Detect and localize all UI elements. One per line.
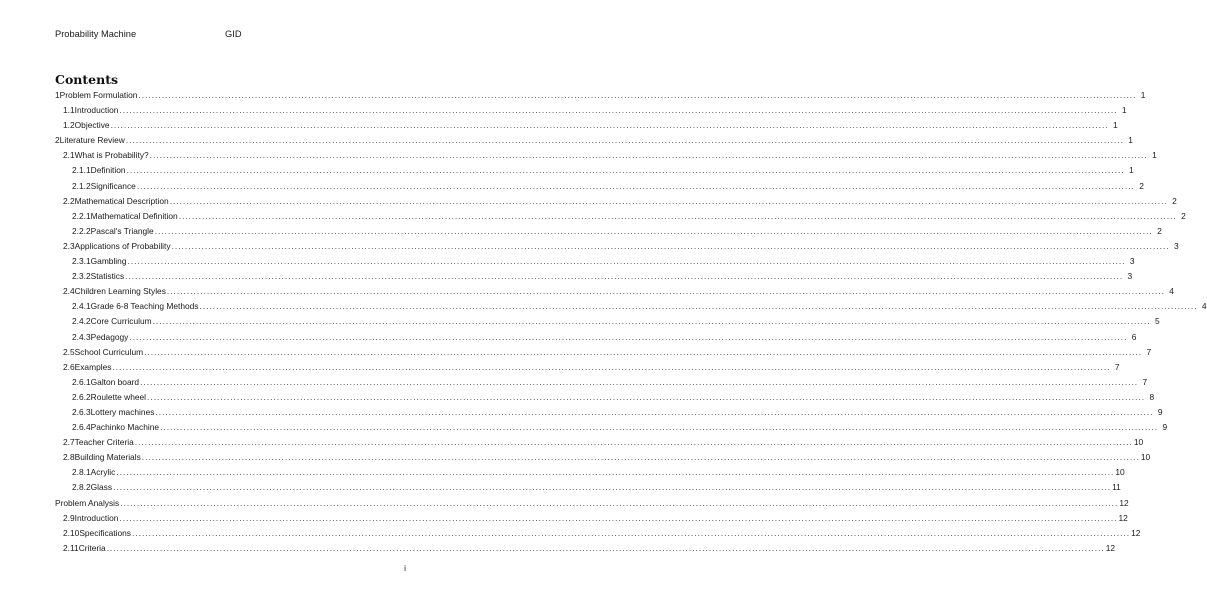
toc-entry-page: 2: [1157, 225, 1162, 236]
toc-dot-leader: ............................................................................................................................................................................................................................................................................................................: [125, 271, 1124, 282]
toc-entry-page: 1: [1128, 165, 1134, 176]
toc-entry-page: 9: [1157, 406, 1163, 417]
toc-entry-number: 2.7: [63, 437, 75, 448]
toc-dot-leader: ............................................................................................................................................................................................................................................................................................................: [120, 497, 1119, 508]
toc-entry-number: 2.11: [63, 542, 79, 553]
toc-entry-label: Teacher Criteria: [74, 437, 134, 448]
toc-entry-page: 7: [1146, 346, 1152, 357]
toc-entry-number: 2.2: [63, 195, 75, 206]
toc-entry[interactable]: [55, 179, 1144, 194]
toc-entry-number: 1: [55, 90, 60, 100]
toc-entry-number: 2.8.1: [72, 467, 91, 478]
toc-entry[interactable]: [55, 163, 1134, 178]
toc-entry-label: Examples: [74, 361, 112, 372]
toc-entry-page: 5: [1155, 316, 1160, 327]
toc-entry-number: 2.1.2: [72, 180, 91, 191]
toc-entry[interactable]: [55, 405, 1163, 420]
toc-dot-leader: ............................................................................................................................................................................................................................................................................................................: [119, 512, 1118, 523]
toc-entry-label: Applications of Probability: [74, 240, 171, 251]
toc-dot-leader: ............................................................................................................................................................................................................................................................................................................: [178, 210, 1177, 221]
toc-entry-page: 2: [1172, 195, 1177, 206]
table-of-contents: [55, 88, 1207, 556]
toc-entry-page: 12: [1105, 542, 1116, 553]
toc-entry-number: 2.4.1: [72, 301, 91, 312]
toc-entry-number: 2.4: [63, 286, 75, 297]
toc-entry-page: 6: [1131, 331, 1137, 342]
toc-entry-label: Pachinko Machine: [90, 422, 160, 433]
toc-entry-page: 7: [1142, 376, 1148, 387]
toc-dot-leader: ............................................................................................................................................................................................................................................................................................................: [149, 150, 1148, 161]
toc-entry[interactable]: [55, 511, 1128, 526]
toc-entry-label: Definition: [90, 165, 126, 176]
toc-dot-leader: ............................................................................................................................................................................................................................................................................................................: [152, 316, 1151, 327]
toc-dot-leader: ............................................................................................................................................................................................................................................................................................................: [140, 376, 1139, 387]
toc-entry-number: 2.6.4: [72, 422, 91, 433]
toc-entry-number: 2.9: [63, 512, 75, 523]
toc-entry[interactable]: [55, 88, 1146, 103]
toc-entry-page: 4: [1169, 286, 1174, 297]
toc-entry-number: 2.6.1: [72, 376, 91, 387]
toc-dot-leader: ............................................................................................................................................................................................................................................................................................................: [155, 406, 1154, 417]
toc-entry-label: Mathematical Description: [74, 195, 169, 206]
toc-entry-label: School Curriculum: [74, 346, 144, 357]
toc-dot-leader: ............................................................................................................................................................................................................................................................................................................: [147, 391, 1146, 402]
toc-entry-number: 2.3.2: [72, 271, 91, 282]
toc-entry-page: 11: [1112, 482, 1121, 493]
toc-entry-label: Gambling: [90, 256, 127, 267]
toc-entry-label: Pascal's Triangle: [90, 225, 154, 236]
toc-entry-label: Criteria: [78, 542, 106, 553]
toc-entry-number: 2.4.2: [72, 316, 91, 327]
toc-entry-number: 2.8.2: [72, 482, 91, 493]
toc-entry-number: 2.6: [63, 361, 75, 372]
toc-entry-number: 2.3.1: [72, 256, 91, 267]
toc-entry[interactable]: [55, 254, 1135, 269]
toc-entry-page: 10: [1133, 437, 1144, 448]
toc-entry-page: 1: [1112, 120, 1118, 131]
toc-entry[interactable]: [55, 496, 1129, 511]
toc-entry-page: 1: [1140, 90, 1146, 100]
toc-entry-page: 8: [1149, 391, 1155, 402]
toc-entry[interactable]: [55, 148, 1157, 163]
toc-dot-leader: ............................................................................................................................................................................................................................................................................................................: [166, 286, 1165, 297]
toc-dot-leader: ............................................................................................................................................................................................................................................................................................................: [126, 165, 1125, 176]
toc-entry-label: Problem Analysis: [55, 497, 120, 508]
toc-entry-page: 1: [1152, 150, 1157, 161]
toc-entry[interactable]: [55, 330, 1137, 345]
toc-entry-page: 12: [1119, 497, 1129, 508]
toc-dot-leader: ............................................................................................................................................................................................................................................................................................................: [110, 120, 1109, 131]
toc-entry-label: Significance: [90, 180, 136, 191]
toc-entry[interactable]: [55, 526, 1141, 541]
toc-entry-number: 2: [55, 135, 60, 146]
toc-entry-page: 7: [1114, 361, 1120, 372]
toc-dot-leader: ............................................................................................................................................................................................................................................................................................................: [125, 135, 1124, 146]
toc-entry-page: 12: [1118, 512, 1128, 523]
toc-dot-leader: ............................................................................................................................................................................................................................................................................................................: [199, 301, 1198, 312]
toc-entry[interactable]: [55, 118, 1118, 133]
toc-entry-number: 2.1.1: [72, 165, 91, 176]
toc-dot-leader: ............................................................................................................................................................................................................................................................................................................: [160, 422, 1159, 433]
toc-entry-number: 2.1: [63, 150, 75, 161]
toc-dot-leader: ............................................................................................................................................................................................................................................................................................................: [144, 346, 1143, 357]
toc-entry[interactable]: [55, 209, 1186, 224]
toc-entry-number: 2.3: [63, 240, 75, 251]
toc-entry[interactable]: [55, 465, 1125, 480]
toc-entry-label: Building Materials: [74, 452, 141, 463]
toc-entry[interactable]: [55, 435, 1144, 450]
toc-entry-number: 2.10: [63, 527, 80, 538]
toc-dot-leader: ............................................................................................................................................................................................................................................................................................................: [134, 437, 1133, 448]
toc-entry-number: 2.5: [63, 346, 75, 357]
toc-entry-label: Children Learning Styles: [74, 286, 166, 297]
toc-entry-label: Introduction: [74, 105, 119, 116]
toc-entry-label: Acrylic: [90, 467, 116, 478]
toc-entry[interactable]: [55, 103, 1127, 118]
toc-entry-page: 10: [1140, 452, 1151, 463]
toc-dot-leader: ............................................................................................................................................................................................................................................................................................................: [169, 195, 1168, 206]
toc-entry[interactable]: [55, 480, 1121, 495]
toc-dot-leader: ............................................................................................................................................................................................................................................................................................................: [154, 225, 1153, 236]
toc-dot-leader: ............................................................................................................................................................................................................................................................................................................: [129, 331, 1128, 342]
toc-dot-leader: ............................................................................................................................................................................................................................................................................................................: [138, 90, 1137, 100]
toc-entry-label: Pedagogy: [90, 331, 129, 342]
toc-entry[interactable]: [55, 194, 1177, 209]
toc-dot-leader: ............................................................................................................................................................................................................................................................................................................: [127, 256, 1126, 267]
toc-entry-number: 2.2.1: [72, 210, 91, 221]
toc-entry[interactable]: [55, 390, 1155, 405]
toc-entry-label: Glass: [90, 482, 113, 493]
toc-entry-label: Specifications: [79, 527, 131, 538]
group-id: GID: [225, 29, 242, 39]
toc-entry[interactable]: [55, 284, 1174, 299]
toc-entry-page: 3: [1129, 256, 1135, 267]
toc-entry[interactable]: [55, 239, 1179, 254]
toc-dot-leader: ............................................................................................................................................................................................................................................................................................................: [116, 467, 1115, 478]
toc-dot-leader: ............................................................................................................................................................................................................................................................................................................: [141, 452, 1140, 463]
page-number: i: [404, 563, 406, 573]
toc-entry-number: 2.6.2: [72, 391, 91, 402]
toc-dot-leader: ............................................................................................................................................................................................................................................................................................................: [106, 542, 1105, 553]
toc-entry-label: Galton board: [90, 376, 140, 387]
toc-dot-leader: ............................................................................................................................................................................................................................................................................................................: [136, 180, 1135, 191]
toc-entry-label: Problem Formulation: [59, 90, 138, 100]
toc-entry[interactable]: [55, 541, 1116, 556]
toc-dot-leader: ............................................................................................................................................................................................................................................................................................................: [119, 105, 1118, 116]
toc-entry-page: 2: [1139, 180, 1144, 191]
toc-entry-label: Grade 6-8 Teaching Methods: [90, 301, 199, 312]
toc-entry[interactable]: [55, 133, 1133, 148]
toc-dot-leader: ............................................................................................................................................................................................................................................................................................................: [132, 527, 1131, 538]
toc-entry-page: 12: [1131, 527, 1141, 538]
toc-entry-label: Introduction: [74, 512, 119, 523]
toc-entry-number: 1.1: [63, 105, 75, 116]
toc-entry-number: 2.6.3: [72, 406, 91, 417]
toc-entry-page: 4: [1201, 301, 1207, 312]
toc-dot-leader: ............................................................................................................................................................................................................................................................................................................: [113, 482, 1112, 493]
toc-entry-page: 1: [1121, 105, 1127, 116]
contents-heading: Contents: [55, 72, 119, 87]
toc-entry[interactable]: [55, 224, 1162, 239]
toc-entry-number: 2.8: [63, 452, 75, 463]
toc-entry-label: Objective: [74, 120, 110, 131]
toc-entry[interactable]: [55, 269, 1133, 284]
toc-entry[interactable]: [55, 450, 1151, 465]
toc-entry-label: Statistics: [90, 271, 125, 282]
toc-entry-label: Literature Review: [59, 135, 125, 146]
toc-entry[interactable]: [55, 314, 1160, 329]
toc-entry-page: 10: [1115, 467, 1125, 478]
toc-entry[interactable]: [55, 420, 1168, 435]
toc-entry[interactable]: [55, 345, 1152, 360]
toc-entry-label: Roulette wheel: [90, 391, 147, 402]
toc-dot-leader: ............................................................................................................................................................................................................................................................................................................: [112, 361, 1111, 372]
toc-entry-page: 2: [1181, 210, 1186, 221]
toc-entry-label: Core Curriculum: [90, 316, 152, 327]
toc-entry-page: 3: [1173, 240, 1179, 251]
toc-entry-label: Mathematical Definition: [90, 210, 178, 221]
toc-entry-number: 2.2.2: [72, 225, 91, 236]
toc-entry-label: What is Probability?: [74, 150, 149, 161]
toc-entry-page: 3: [1127, 271, 1133, 282]
document-title: Probability Machine: [55, 29, 137, 39]
toc-entry-page: 9: [1162, 422, 1168, 433]
toc-entry-number: 2.4.3: [72, 331, 91, 342]
toc-entry-number: 1.2: [63, 120, 75, 131]
toc-entry-page: 1: [1128, 135, 1133, 146]
toc-entry[interactable]: [55, 375, 1148, 390]
toc-dot-leader: ............................................................................................................................................................................................................................................................................................................: [171, 240, 1170, 251]
toc-entry-label: Lottery machines: [90, 406, 155, 417]
toc-entry[interactable]: [55, 360, 1120, 375]
toc-entry[interactable]: [55, 299, 1207, 314]
